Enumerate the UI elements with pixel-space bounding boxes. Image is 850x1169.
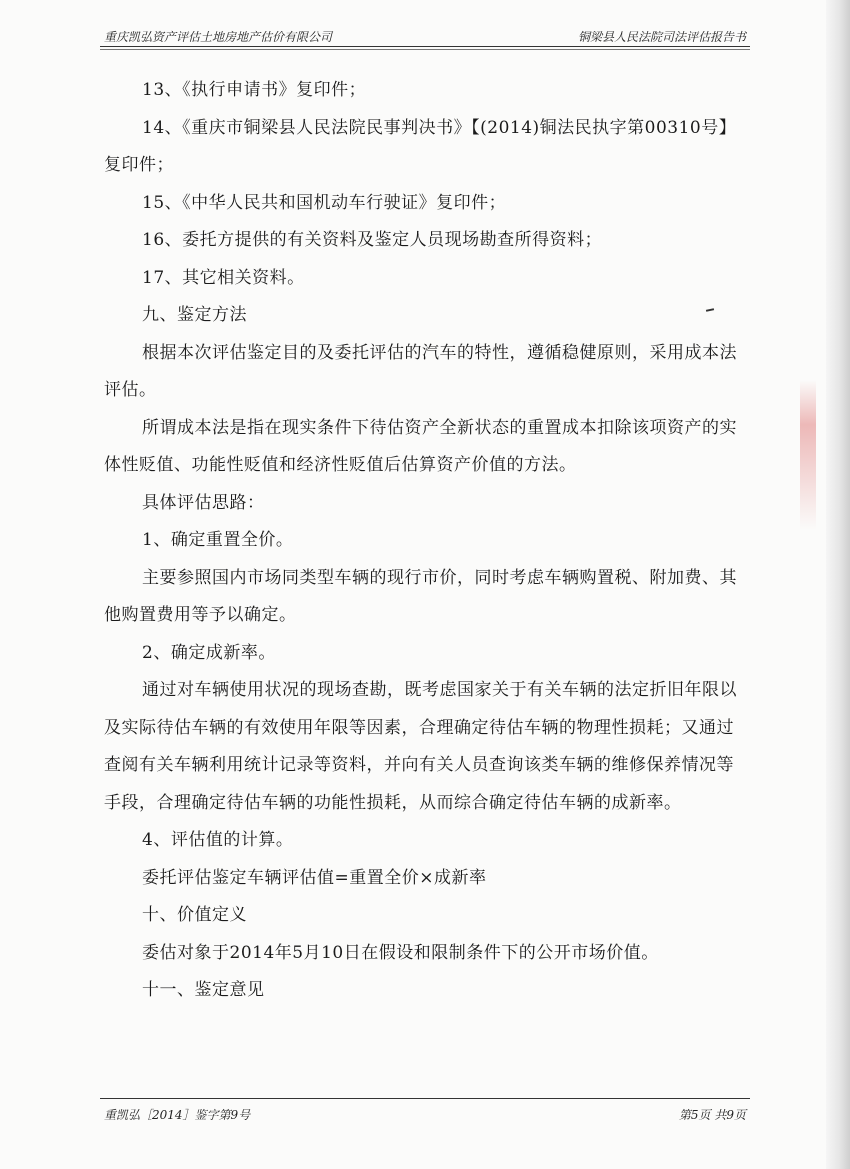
section-heading-opinion: 十一、鉴定意见: [142, 980, 265, 1000]
paragraph-replacement-cost: 主要参照国内市场同类型车辆的现行市价，同时考虑车辆购置税、附加费、其他购置费用等予以确定。: [104, 567, 737, 625]
page-header: [100, 22, 750, 46]
footer-rule: [100, 1098, 750, 1099]
section-heading-method: 九、鉴定方法: [142, 305, 247, 325]
step-valuation-calc: 4、评估值的计算。: [142, 830, 294, 850]
footer-document-number: 重凯弘［2014］鉴字第9号: [104, 1108, 251, 1122]
paragraph-approach-intro: 具体评估思路：: [142, 492, 265, 513]
paragraph-newness-rate: 通过对车辆使用状况的现场查勘，既考虑国家关于有关车辆的法定折旧年限以及实际待估车辆的有效使用年限等因素，合理确定待估车辆的物理性损耗；又通过查阅有关车辆利用统计记录等资料，并向有关人员查询该类车辆的维修保养情况等手段，合理确定待估车辆的功能性损耗，从而综合确定待估车辆的成新率。: [104, 680, 737, 813]
paragraph-cost-approach: 所谓成本法是指在现实条件下待估资产全新状态的重置成本扣除该项资产的实体性贬值、功能性贬值和经济性贬值后估算资产价值的方法。: [104, 417, 737, 475]
footer-page-number: 第5页 共9页: [678, 1108, 746, 1122]
scan-edge: [826, 0, 850, 1169]
paragraph-value-definition: 委估对象于2014年5月10日在假设和限制条件下的公开市场价值。: [142, 942, 659, 963]
seal-bleed-mark: [800, 380, 816, 530]
step-newness-rate: 2、确定成新率。: [142, 642, 276, 663]
page-footer: [100, 1104, 750, 1126]
list-item-13: 13、《执行申请书》复印件；: [142, 80, 367, 100]
list-item-16: 16、委托方提供的有关资料及鉴定人员现场勘查所得资料；: [142, 230, 603, 250]
paragraph-method-basis: 根据本次评估鉴定目的及委托评估的汽车的特性，遵循稳健原则，采用成本法评估。: [104, 342, 737, 400]
list-item-17: 17、其它相关资料。: [142, 267, 305, 288]
document-body: [104, 72, 740, 1010]
list-item-15: 15、《中华人民共和国机动车行驶证》复印件；: [142, 192, 507, 213]
step-replacement-cost: 1、确定重置全价。: [142, 530, 294, 550]
section-heading-value-definition: 十、价值定义: [142, 905, 247, 925]
list-item-14: 14、《重庆市铜梁县人民法院民事判决书》【(2014)铜法民执字第00310号】复印件；: [104, 117, 737, 175]
header-company: 重庆凯弘资产评估土地房地产估价有限公司: [104, 30, 333, 44]
header-report-title: 铜梁县人民法院司法评估报告书: [577, 30, 746, 44]
header-rule: [100, 46, 750, 47]
valuation-formula: 委托评估鉴定车辆评估值=重置全价×成新率: [142, 867, 487, 888]
header-rule-secondary: [100, 49, 750, 50]
